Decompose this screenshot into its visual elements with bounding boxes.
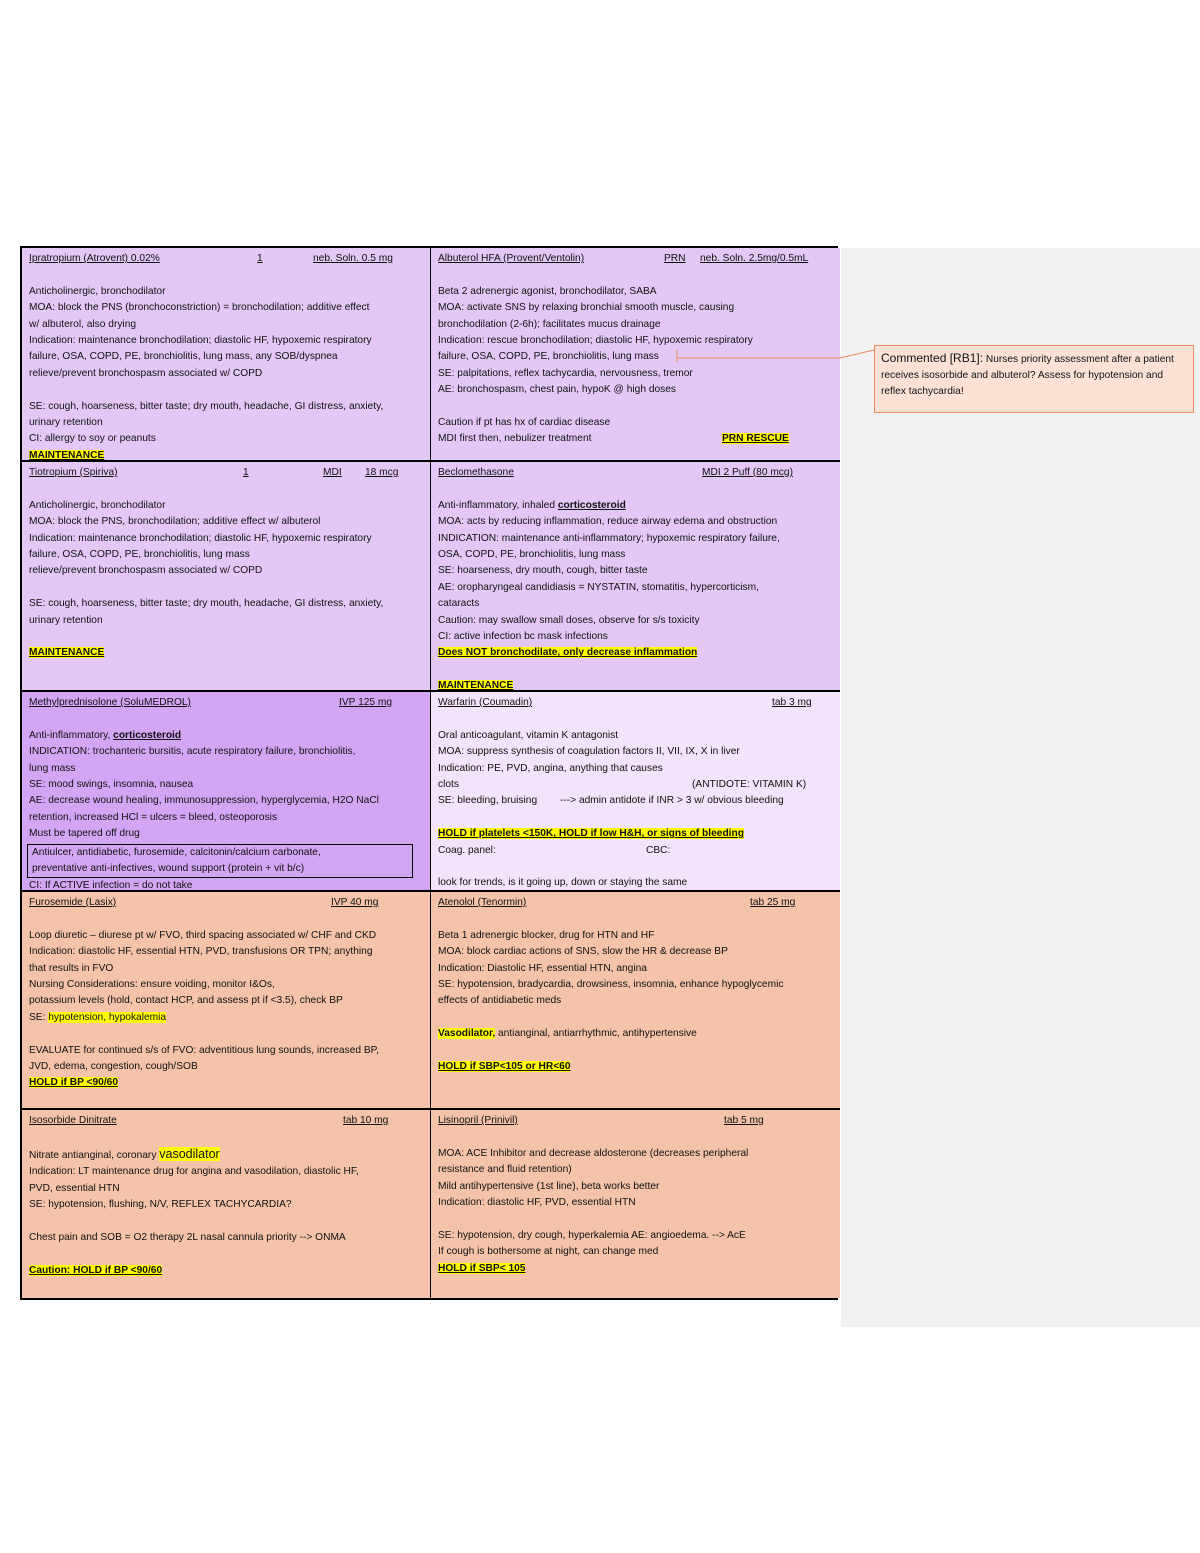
review-comment-balloon[interactable] bbox=[874, 345, 1194, 413]
comment-author-label: Commented [RB1]: bbox=[881, 351, 984, 365]
card-atenolol: Atenolol (Tenormin) tab 25 mg Beta 1 adrenergic blocker, drug for HTN and HF MOA: block cardiac actions of SNS, slow the HR & decrease BP Indication: Diastolic HF, essential HTN, angina SE: hypotension, bradycardia, drowsiness, insomnia, enhance hypoglycemic effects of antidiabetic meds Vasodilator, antianginal, antiarrhythmic, antihypertensive HOLD if SBP<105 or HR<60 bbox=[431, 892, 840, 1110]
card-warfarin: Warfarin (Coumadin) tab 3 mg Oral anticoagulant, vitamin K antagonist MOA: suppress synthesis of coagulation factors II, VII, IX, X in liver Indication: PE, PVD, angina, anything that causes clots (ANTIDOTE: VITAMIN K) SE: bleeding, bruising ---> admin antidote if INR > 3 w/ obvious bleeding HOLD if platelets <150K, HOLD if low H&H, or signs of bleeding Coag. panel: CBC: look for trends, is it going up, down or staying the same bbox=[431, 692, 840, 892]
drug-card-table bbox=[20, 246, 838, 1300]
card-header: Methylprednisolone (SoluMEDROL) IVP 125 mg bbox=[29, 697, 393, 708]
card-albuterol: Albuterol HFA (Provent/Ventolin) PRN neb. Soln. 2.5mg/0.5mL Beta 2 adrenergic agonist, bronchodilator, SABA MOA: activate SNS by relaxing bronchial smooth muscle, causing bronchodilation (2-6h); facilitates mucus drainage Indication: rescue bronchodilation; diastolic HF, hypoxemic respiratory failure, OSA, COPD, PE, bronchiolitis, lung mass SE: palpitations, reflex tachycardia, nervousness, tremor AE: bronchospasm, chest pain, hypoK @ high doses Caution if pt has hx of cardiac disease MDI first then, nebulizer treatment PRN RESCUE bbox=[431, 248, 840, 462]
comment-text: Nurses priority assessment after a patient receives isosorbide and albuterol? Assess for hypotension and reflex tachycardia! bbox=[881, 354, 1174, 397]
prn-rescue-tag: PRN RESCUE bbox=[722, 433, 789, 445]
card-ipratropium: Ipratropium (Atrovent) 0.02% 1 neb. Soln. 0.5 mg Anticholinergic, bronchodilator MOA: block the PNS (bronchoconstriction) = bronchodilation; additive effect w/ albuterol, also drying Indication: maintenance bronchodilation; diastolic HF, hypoxemic respiratory failure, OSA, COPD, PE, bronchiolitis, lung mass, any SOB/dyspnea relieve/prevent bronchospasm associated w/ COPD SE: cough, hoarseness, bitter taste; dry mouth, headache, GI distress, anxiety, urinary retention CI: allergy to soy or peanuts MAINTENANCE bbox=[22, 248, 431, 462]
card-tiotropium: Tiotropium (Spiriva) 1 MDI 18 mcg Anticholinergic, bronchodilator MOA: block the PNS, bronchodilation; additive effect w/ albuterol Indication: maintenance bronchodilation; diastolic HF, hypoxemic respiratory failure, OSA, COPD, PE, bronchiolitis, lung mass relieve/prevent bronchospasm associated w/ COPD SE: cough, hoarseness, bitter taste; dry mouth, headache, GI distress, anxiety, urinary retention MAINTENANCE bbox=[22, 462, 431, 692]
card-header: Albuterol HFA (Provent/Ventolin) PRN neb. Soln. 2.5mg/0.5mL bbox=[438, 253, 809, 264]
card-header: Ipratropium (Atrovent) 0.02% 1 neb. Soln. 0.5 mg bbox=[29, 253, 393, 264]
hold-parameter: Caution: HOLD if BP <90/60 bbox=[29, 1264, 163, 1276]
card-beclomethasone: Beclomethasone MDI 2 Puff (80 mcg) Anti-inflammatory, inhaled corticosteroid MOA: acts by reducing inflammation, reduce airway edema and obstruction INDICATION: maintenance anti-inflammatory; hypoxemic respiratory failure, OSA, COPD, PE, bronchiolitis, lung mass SE: hoarseness, dry mouth, cough, bitter taste AE: oropharyngeal candidiasis = NYSTATIN, stomatitis, hypercorticism, cataracts Caution: may swallow small doses, observe for s/s toxicity CI: active infection bc mask infections Does NOT bronchodilate, only decrease inflammation MAINTENANCE bbox=[431, 462, 840, 692]
card-methylprednisolone: Methylprednisolone (SoluMEDROL) IVP 125 mg Anti-inflammatory, corticosteroid INDICATION: trochanteric bursitis, acute respiratory failure, bronchiolitis, lung mass SE: mood swings, insomnia, nausea AE: decrease wound healing, immunosuppression, hyperglycemia, H2O NaCl retention, increased HCl = ulcers = bleed, osteoporosis Must be tapered off drug Antiulcer, antidiabetic, furosemide, calcitonin/calcium carbonate, preventative anti-infectives, wound support (protein + vit b/c) CI: If ACTIVE infection = do not take bbox=[22, 692, 431, 892]
class-highlight: vasodilator bbox=[159, 1146, 220, 1161]
card-header: Atenolol (Tenormin) tab 25 mg bbox=[438, 897, 796, 908]
card-header: Furosemide (Lasix) IVP 40 mg bbox=[29, 897, 379, 908]
card-header: Beclomethasone MDI 2 Puff (80 mcg) bbox=[438, 467, 793, 478]
card-header: Warfarin (Coumadin) tab 3 mg bbox=[438, 697, 812, 708]
warning-highlight: HOLD if platelets <150K, HOLD if low H&H, or signs of bleeding bbox=[438, 828, 744, 840]
comment-margin-pane bbox=[841, 0, 1200, 1553]
card-lisinopril: Lisinopril (Prinivil) tab 5 mg MOA: ACE Inhibitor and decrease aldosterone (decreases peripheral resistance and fluid retention) Mild antihypertensive (1st line), beta works better Indication: diastolic HF, PVD, essential HTN SE: hypotension, dry cough, hyperkalemia AE: angioedema. --> AcE If cough is bothersome at night, can change med HOLD if SBP< 105 bbox=[431, 1110, 840, 1298]
taper-note-box: Antiulcer, antidiabetic, furosemide, calcitonin/calcium carbonate, preventative anti-infectives, wound support (protein + vit b/c) bbox=[27, 844, 413, 879]
card-furosemide: Furosemide (Lasix) IVP 40 mg Loop diuretic – diurese pt w/ FVO, third spacing associated w/ CHF and CKD Indication: diastolic HF, essential HTN, PVD, transfusions OR TPN; anything that results in FVO Nursing Considerations: ensure voiding, monitor I&Os, potassium levels (hold, contact HCP, and assess pt if <3.5), check BP SE: hypotension, hypokalemia EVALUATE for continued s/s of FVO: adventitious lung sounds, increased BP, JVD, edema, congestion, cough/SOB HOLD if BP <90/60 bbox=[22, 892, 431, 1110]
card-isosorbide: Isosorbide Dinitrate tab 10 mg Nitrate antianginal, coronary vasodilator Indication: LT maintenance drug for angina and vasodilation, diastolic HF, PVD, essential HTN SE: hypotension, flushing, N/V, REFLEX TACHYCARDIA? Chest pain and SOB = O2 therapy 2L nasal cannula priority --> ONMA Caution: HOLD if BP <90/60 bbox=[22, 1110, 431, 1298]
card-header: Lisinopril (Prinivil) tab 5 mg bbox=[438, 1115, 764, 1126]
class-highlight: Vasodilator, bbox=[438, 1028, 496, 1040]
card-header: Tiotropium (Spiriva) 1 MDI 18 mcg bbox=[29, 467, 399, 478]
maintenance-tag: MAINTENANCE bbox=[29, 647, 105, 659]
maintenance-tag: MAINTENANCE bbox=[438, 680, 514, 692]
card-header: Isosorbide Dinitrate tab 10 mg bbox=[29, 1115, 389, 1126]
warning-highlight: Does NOT bronchodilate, only decrease inflammation bbox=[438, 647, 698, 659]
hold-parameter: HOLD if SBP<105 or HR<60 bbox=[438, 1061, 571, 1073]
hold-parameter: HOLD if BP <90/60 bbox=[29, 1077, 118, 1089]
side-effect-highlight: hypotension, hypokalemia bbox=[48, 1011, 167, 1023]
hold-parameter: HOLD if SBP< 105 bbox=[438, 1262, 526, 1274]
maintenance-tag: MAINTENANCE bbox=[29, 449, 105, 461]
